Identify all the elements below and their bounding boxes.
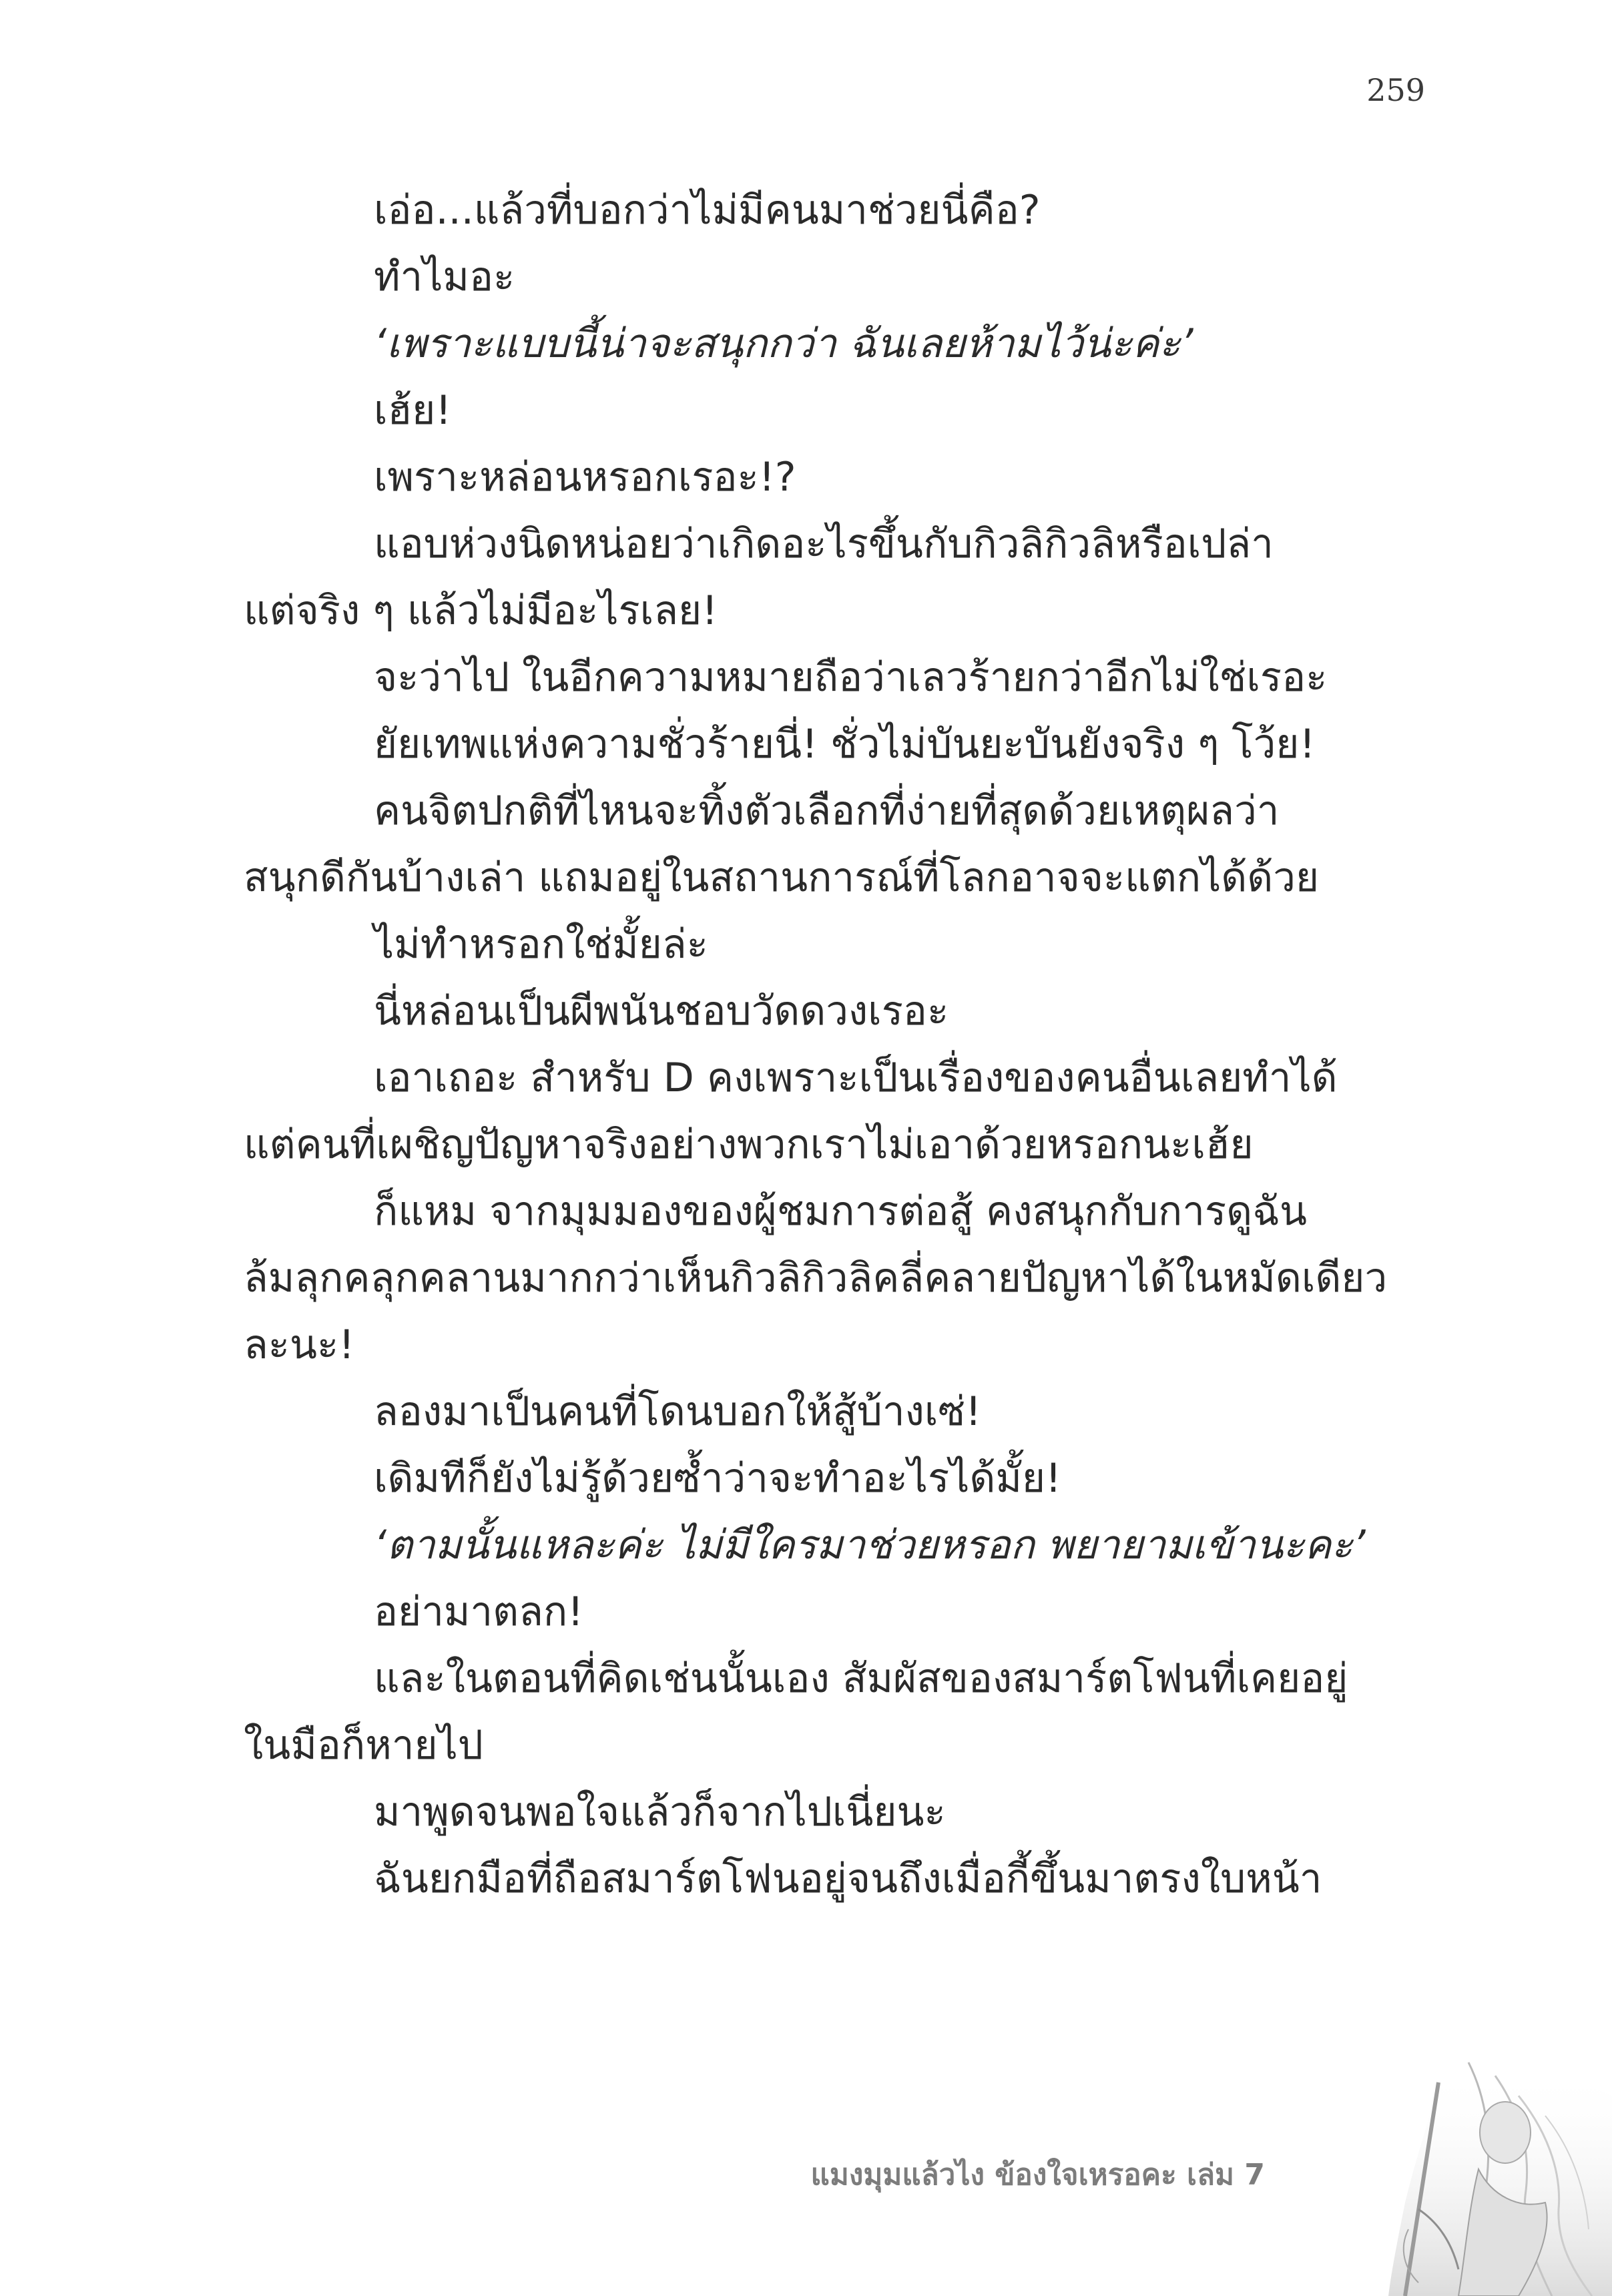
- text-line: ล้มลุกคลุกคลานมากกว่าเห็นกิวลิกิวลิคลี่คลายปัญหาได้ในหมัดเดียว: [244, 1255, 1388, 1302]
- text-line: อย่ามาตลก!: [374, 1589, 584, 1635]
- text-line: นี่หล่อนเป็นผีพนันชอบวัดดวงเรอะ: [374, 988, 949, 1035]
- text-line: สนุกดีกันบ้างเล่า แถมอยู่ในสถานการณ์ที่โลกอาจจะแตกได้ด้วย: [244, 854, 1320, 901]
- text-line: เอาเถอะ สำหรับ D คงเพราะเป็นเรื่องของคนอื่นเลยทำได้: [374, 1055, 1338, 1101]
- page-number: 259: [1366, 72, 1425, 108]
- text-line: ลองมาเป็นคนที่โดนบอกให้สู้บ้างเซ่!: [374, 1388, 982, 1435]
- text-line: ละนะ!: [244, 1322, 355, 1368]
- text-line: ไม่ทำหรอกใช่มั้ยล่ะ: [374, 921, 708, 968]
- text-line: แต่คนที่เผชิญปัญหาจริงอย่างพวกเราไม่เอาด้วยหรอกนะเฮ้ย: [244, 1121, 1254, 1168]
- text-line: ยัยเทพแห่งความชั่วร้ายนี่! ชั่วไม่บันยะบันยังจริง ๆ โว้ย!: [374, 721, 1316, 768]
- text-line: ‘ตามนั้นแหละค่ะ ไม่มีใครมาช่วยหรอก พยายามเข้านะคะ’: [374, 1522, 1366, 1568]
- text-line: เพราะหล่อนหรอกเรอะ!?: [374, 454, 796, 501]
- text-line: แอบห่วงนิดหน่อยว่าเกิดอะไรขึ้นกับกิวลิกิวลิหรือเปล่า: [374, 521, 1274, 567]
- text-line: เอ่อ...แล้วที่บอกว่าไม่มีคนมาช่วยนี่คือ?: [374, 187, 1041, 234]
- text-line: แต่จริง ๆ แล้วไม่มีอะไรเลย!: [244, 587, 718, 634]
- text-line: และในตอนที่คิดเช่นนั้นเอง สัมผัสของสมาร์ตโฟนที่เคยอยู่: [374, 1655, 1348, 1702]
- text-line: เดิมทีก็ยังไม่รู้ด้วยซ้ำว่าจะทำอะไรได้มั้ย!: [374, 1455, 1062, 1502]
- book-title-footer: แมงมุมแล้วไง ข้องใจเหรอคะ เล่ม 7: [810, 2158, 1265, 2192]
- text-line: เฮ้ย!: [374, 387, 452, 434]
- character-illustration: [1238, 2056, 1612, 2296]
- text-line: จะว่าไป ในอีกความหมายถือว่าเลวร้ายกว่าอีกไม่ใช่เรอะ: [374, 654, 1328, 701]
- text-line: ทำไมอะ: [374, 254, 515, 300]
- text-line: มาพูดจนพอใจแล้วก็จากไปเนี่ยนะ: [374, 1789, 946, 1835]
- text-line: ‘เพราะแบบนี้น่าจะสนุกกว่า ฉันเลยห้ามไว้น่ะค่ะ’: [374, 320, 1193, 367]
- text-line: ในมือก็หายไป: [244, 1722, 483, 1769]
- text-line: คนจิตปกติที่ไหนจะทิ้งตัวเลือกที่ง่ายที่สุดด้วยเหตุผลว่า: [374, 788, 1280, 834]
- text-line: ก็แหม จากมุมมองของผู้ชมการต่อสู้ คงสนุกกับการดูฉัน: [374, 1188, 1307, 1235]
- text-line: ฉันยกมือที่ถือสมาร์ตโฟนอยู่จนถึงเมื่อกี้ขึ้นมาตรงใบหน้า: [374, 1855, 1322, 1902]
